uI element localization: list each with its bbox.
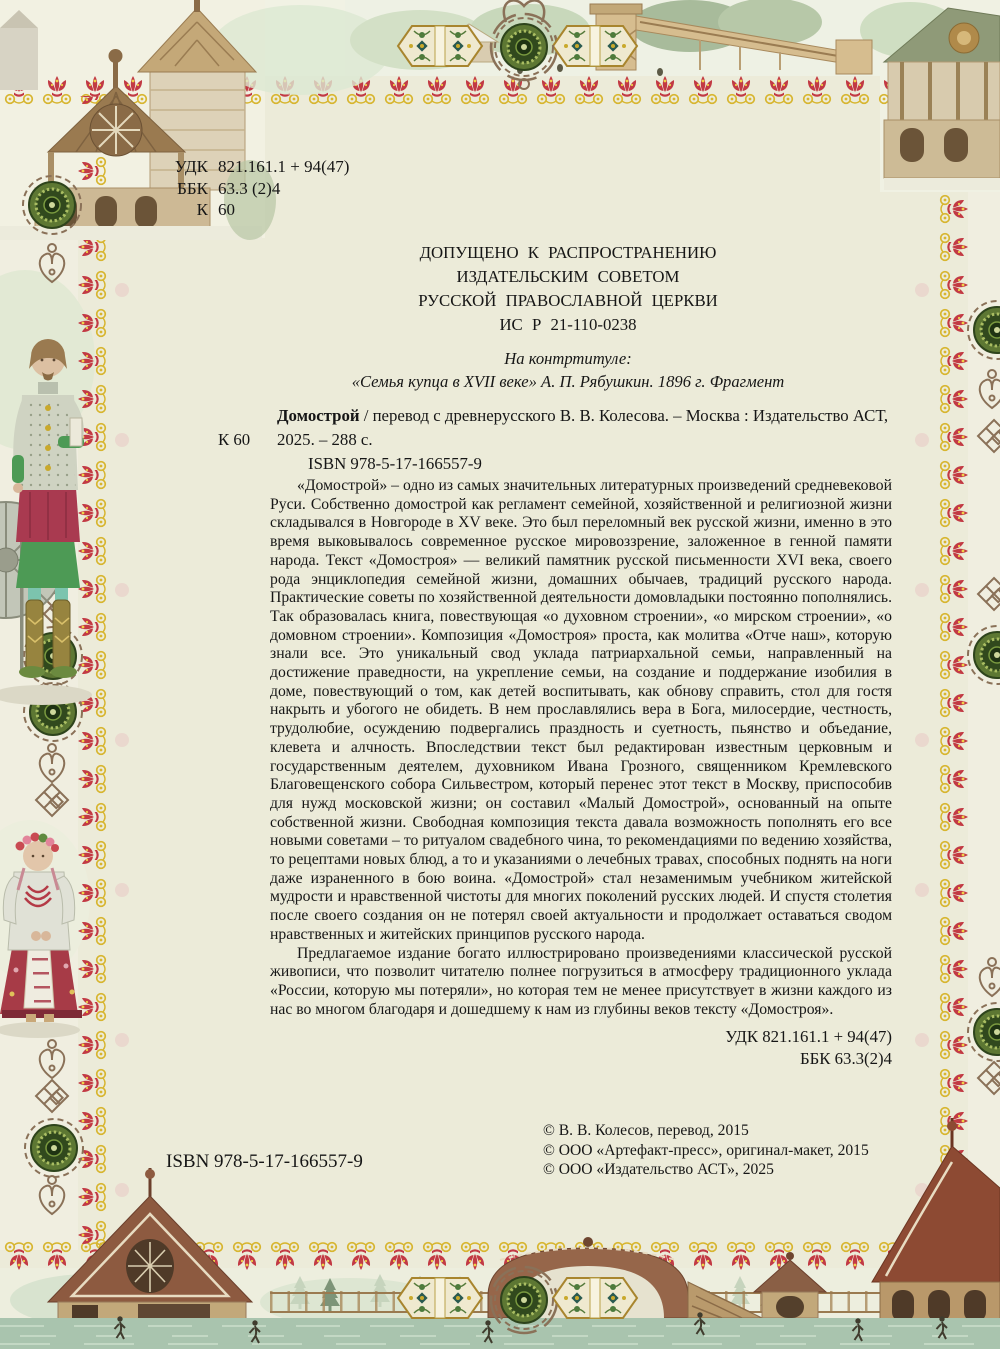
copyright-line: © ООО «Артефакт-пресс», оригинал-макет, 2015 [543,1141,869,1159]
classification-block-top [164,156,349,221]
annotation-block [270,477,892,1019]
udc-label: УДК [174,157,208,176]
bbk-label: ББК [177,178,208,198]
bbk-row [164,178,349,200]
bbk-bottom-value: ББК 63.3(2)4 [800,1049,892,1068]
udc-bottom-value: УДК 821.161.1 + 94(47) [725,1027,892,1046]
classification-block-bottom [270,1026,892,1070]
copyright-block [543,1121,869,1180]
annotation-paragraph: Предлагаемое издание богато иллюстрировано произведениями классической русской живописи, что позволит читателю полнее погрузиться в атмосферу традиционного уклада «России, которую мы потеряли», но которая тем не менее присутствует в жизни каждого из нас во многом благодаря и дошедшему к нам из глубины веков тексту «Домостроя». [270,944,892,1018]
udc-row [164,156,349,178]
frontispiece-note-caption: «Семья купца в XVII веке» А. П. Рябушкин. 1896 г. Фрагмент [351,372,785,391]
copyright-line: © В. В. Колесов, перевод, 2015 [543,1122,749,1139]
catalog-entry-line1 [218,404,918,428]
author-code-value: 60 [218,200,235,219]
isbn-bottom: ISBN 978-5-17-166557-9 [166,1151,363,1172]
copyright-line: © ООО «Издательство АСТ», 2025 [543,1161,774,1179]
author-code-row [164,199,349,221]
approval-line: ДОПУЩЕНО К РАСПРОСТРАНЕНИЮ [419,243,717,262]
book-title: Домострой [277,406,360,425]
catalog-entry-isbn: ISBN 978-5-17-166557-9 [308,454,482,473]
approval-line: ИС Р 21-110-0238 [499,315,637,334]
approval-line: РУССКОЙ ПРАВОСЛАВНОЙ ЦЕРКВИ [418,291,718,310]
annotation-paragraph: «Домострой» – одно из самых значительных литературных произведений средневековой Руси. Собственно домострой как регламент семейной, хозяйственной и религиозной жизни складывался в Новгороде в XV веке. Это был переломный век русской жизни, именно в это время выковывалось современное русское мировоззрение, заложенное в генной памяти народа. Текст «Домостроя» — великий памятник русской письменности XVI века, своего рода энциклопедия семейной жизни, домашних обычаев, традиций русского народа. Практические советы по хозяйственной деятельности домовладыки постоянно пополнялись. Так образовалась книга, повествующая «о духовном строении», «о мирском строении», «о домовном строении». Композиция «Домостроя» проста, как молитва «Отче наш», которую знали все. Это уникальный свод уклада патриархальной семьи, направленный на достижение праведности, на укрепление семьи, на создание и поддержание изобилия в доме, повествующий о том, как детей воспитывать, как обнову справить, стол для гостя накрыть и убогого не обидеть. В нем прославлялись вера в Бога, милосердие, честность, трудолюбие, осуждению подвергались праздность и суетность, пьянство и объедание, клевета и алчность. Впоследствии текст был редактирован известным церковным и государственным деятелем, духовником Ивана Грозного, священником Кремлевского Благовещенского собора Сильвестром, который перенес этот текст в Москву, приспособив для нужд московской жизни; он составил «Малый Домострой», основанный на опыте собственной жизни. Свободная композиция текста давала возможность пополнять его все новыми советами – то ритуалом свадебного чина, то рекомендациями по ведению хозяйства, то рецептами новых блюд, а то и указаниями о лечебных травах, способных поднять на ноги даже израненного в бою воина. «Домострой» стал незаменимым учебником житейской мудрости и нравственной чистоты для многих поколений русских людей. И спустя столетия после своего создания он не потерял своей актуальности и продолжает оставаться сводом нравственных и житейских принципов русского народа. [270,477,892,943]
frontispiece-note [270,347,866,393]
catalog-entry-line2 [218,428,918,452]
approval-line: ИЗДАТЕЛЬСКИМ СОВЕТОМ [456,267,680,286]
catalog-entry-collation: 2025. – 288 с. [277,430,373,449]
church-approval-block [270,241,866,337]
author-code: К 60 [218,430,251,449]
frontispiece-note-intro: На контртитуле: [504,349,632,368]
bbk-value: 63.3 (2)4 [218,178,281,198]
catalog-entry-imprint: / перевод с древнерусского В. В. Колесова. – Москва : Издательство АСТ, [359,406,889,425]
catalog-entry [218,404,918,476]
udc-value: 821.161.1 + 94(47) [218,157,350,176]
author-code-label: К [196,200,208,219]
